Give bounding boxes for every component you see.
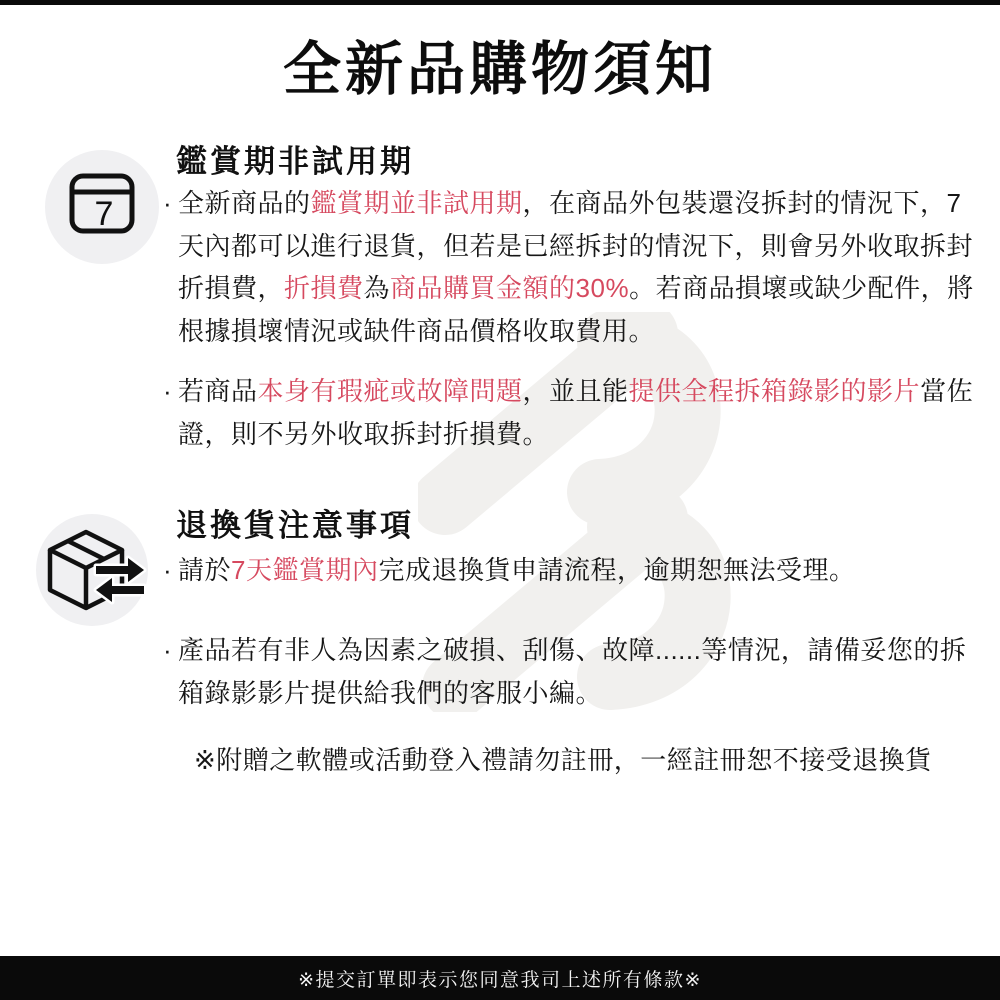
bullet-text: 若商品本身有瑕疵或故障問題，並且能提供全程拆箱錄影的影片當佐證，則不另外收取拆封折損費。 [178,376,974,449]
bullet-dot: · [163,555,173,585]
package-return-icon [36,514,148,626]
bullet-text: 全新商品的鑑賞期並非試用期，在商品外包裝還沒拆封的情況下，7天內都可以進行退貨，但若是已經拆封的情況下，則會另外收取拆封折損費，折損費為商品購買金額的30%。若商品損壞或缺少配件，將根據損壞情況或缺件商品價格收取費用。 [178,188,974,346]
bullet-dot: · [163,376,173,406]
top-divider-bar [0,0,1000,5]
calendar-7-icon [45,150,159,264]
footer-terms-text: ※提交訂單即表示您同意我司上述所有條款※ [298,969,702,991]
bullet-text: 請於7天鑑賞期內完成退換貨申請流程，逾期恕無法受理。 [178,555,856,585]
calendar-day-number: 7 [94,195,114,233]
bullet-text: 產品若有非人為因素之破損、刮傷、故障......等情況，請備妥您的拆箱錄影影片提供給我們的客服小編。 [178,635,967,708]
section-heading-return-exchange: 退換貨注意事項 [176,508,414,543]
bullet-dot: · [163,188,173,218]
page-title: 全新品購物須知 [282,37,717,102]
bullet-dot: · [163,635,173,665]
section-heading-appreciation-period: 鑑賞期非試用期 [176,144,414,179]
footer-bar [0,956,1000,1000]
bullet-damage-video [163,629,978,714]
bullet-defect-policy [163,370,978,455]
registration-warning-note: ※附贈之軟體或活動登入禮請勿註冊，一經註冊恕不接受退換貨 [194,745,932,775]
bullet-appreciation-policy [163,182,978,352]
bullet-return-deadline [163,549,978,592]
